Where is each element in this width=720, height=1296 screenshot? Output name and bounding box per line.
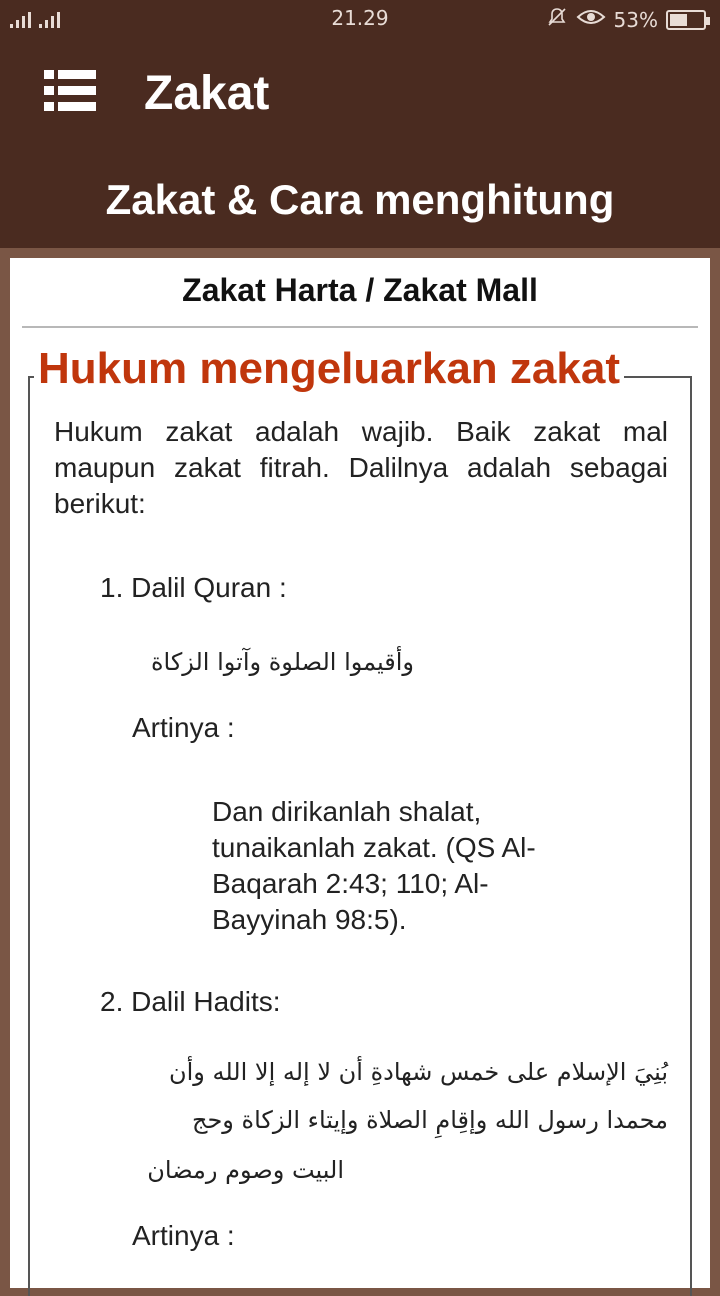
translation-line: Dan dirikanlah shalat, xyxy=(212,796,482,827)
status-time: 21.29 xyxy=(331,6,389,30)
app-bar xyxy=(0,36,720,248)
ruling-heading: Hukum mengeluarkan zakat xyxy=(34,344,624,394)
translation-line: Bayyinah 98:5). xyxy=(212,904,407,935)
list-item-heading: 2. Dalil Hadits: xyxy=(100,986,281,1017)
status-bar xyxy=(0,0,720,36)
battery-icon xyxy=(666,10,706,30)
section-title: Zakat Harta / Zakat Mall xyxy=(182,272,538,308)
artinya-label: Artinya : xyxy=(132,712,235,743)
content-card xyxy=(10,258,710,1288)
app-title: Zakat xyxy=(144,67,270,120)
battery-percent: 53% xyxy=(613,7,658,32)
mute-icon xyxy=(546,6,568,33)
list-item-heading: 1. Dalil Quran : xyxy=(100,572,287,603)
artinya-label: Artinya : xyxy=(132,1220,235,1251)
arabic-verse: وأقيموا الصلوة وآتوا الزكاة xyxy=(150,648,414,676)
intro-text: Hukum zakat adalah wajib. Baik zakat mal maupun zakat fitrah. Dalilnya adalah sebagai berikut: xyxy=(54,416,668,519)
translation-line: tunaikanlah zakat. (QS Al- xyxy=(212,832,536,863)
arabic-hadith-line: البيت وصوم رمضان xyxy=(147,1156,344,1184)
divider xyxy=(22,326,698,328)
page-subtitle: Zakat & Cara menghitung xyxy=(105,176,615,223)
menu-icon[interactable] xyxy=(44,70,96,112)
translation-line: Baqarah 2:43; 110; Al- xyxy=(212,868,489,899)
arabic-hadith-line: محمدا رسول الله وإقِامِ الصلاة وإيتاء الزكاة وحج xyxy=(191,1106,668,1134)
arabic-hadith-line: بُنِيَ الإسلام على خمس شهادةِ أن لا إله إلا الله وأن xyxy=(168,1058,668,1086)
eye-icon xyxy=(576,7,606,32)
